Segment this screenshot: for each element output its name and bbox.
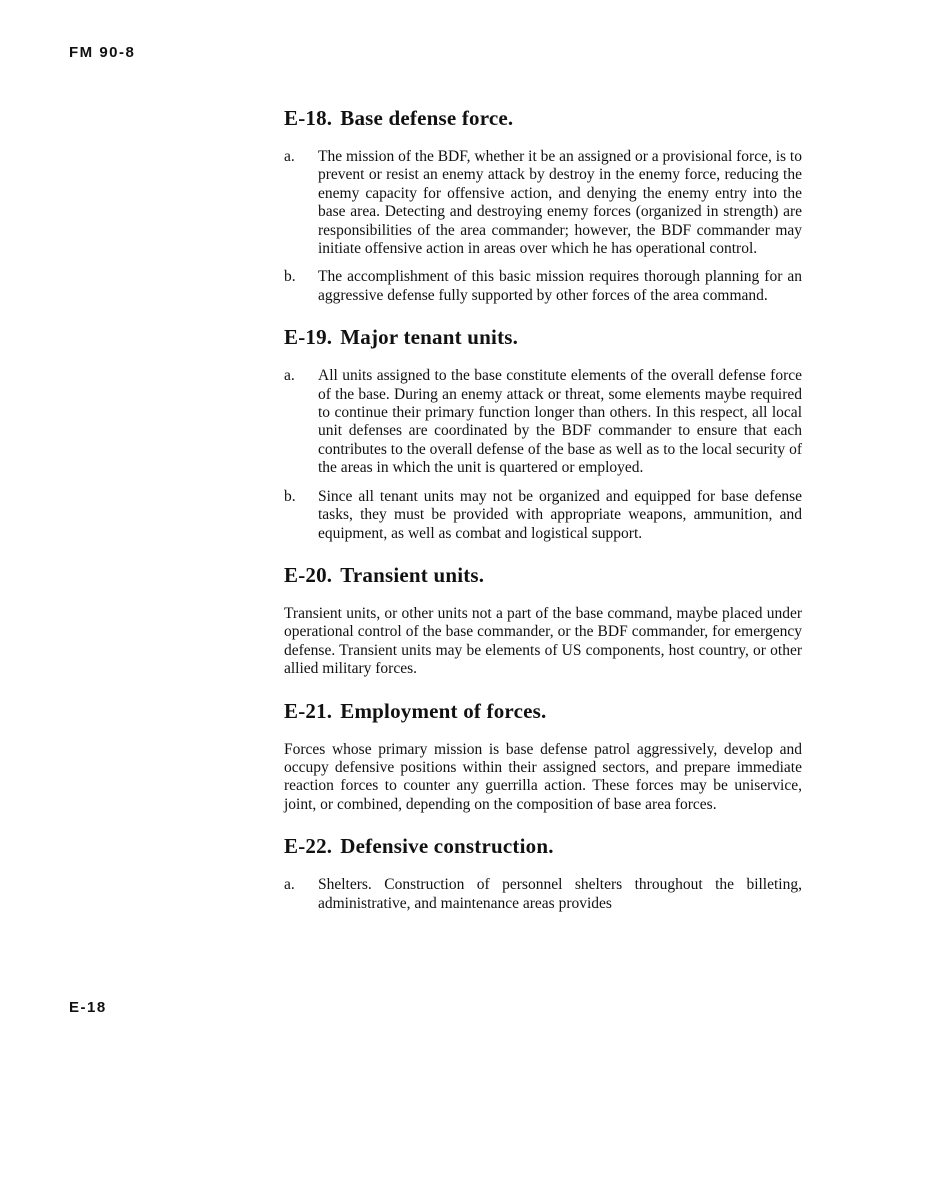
section-e20	[284, 561, 802, 679]
section-e19	[284, 323, 802, 543]
section-e22	[284, 832, 802, 913]
list-item	[284, 148, 802, 258]
item-letter: b.	[284, 268, 296, 286]
item-letter: a.	[284, 876, 295, 894]
running-head: FM 90-8	[69, 44, 136, 61]
section-paragraph: Transient units, or other units not a part of the base command, maybe placed under operational control of the base commander, or the BDF commander, for emergency defense. Transient units may be elements of US components, host country, or other allied military forces.	[284, 604, 802, 678]
section-title: Employment of forces.	[340, 698, 547, 723]
section-heading	[284, 323, 802, 351]
item-letter: a.	[284, 367, 295, 385]
list-item	[284, 876, 802, 913]
section-paragraph: Forces whose primary mission is base defense patrol aggressively, develop and occupy defensive positions within their assigned sectors, and prepare immediate reaction forces to counter any guerrilla action. These forces may be uniservice, joint, or combined, depending on the composition of base area forces.	[284, 740, 802, 813]
section-e21	[284, 697, 802, 815]
item-text: Since all tenant units may not be organized and equipped for base defense tasks, they must be provided with appropriate weapons, ammunition, and equipment, as well as combat and logistical support.	[318, 487, 802, 542]
section-number: E-20.	[284, 562, 333, 587]
list-item	[284, 488, 802, 543]
section-title: Base defense force.	[340, 106, 514, 130]
item-letter: b.	[284, 487, 296, 505]
item-text: Shelters. Construction of personnel shelters throughout the billeting, administrative, and maintenance areas provides	[318, 876, 802, 912]
item-letter: a.	[284, 148, 295, 165]
section-number: E-22.	[284, 834, 333, 859]
section-title: Major tenant units.	[340, 325, 519, 350]
page-content	[284, 104, 802, 923]
section-number: E-19.	[284, 325, 333, 350]
section-heading	[284, 104, 802, 132]
list-item	[284, 367, 802, 477]
page-number: E-18	[69, 999, 107, 1016]
item-text: The accomplishment of this basic mission requires thorough planning for an aggressive defense fully supported by other forces of the area command.	[318, 268, 802, 304]
item-text: The mission of the BDF, whether it be an assigned or a provisional force, is to prevent or resist an enemy attack by destroy in the enemy force, reducing the enemy capacity for offensive action, and denying the enemy entry into the base area. Detecting and destroying enemy forces (organized in strength) are responsibilities of the area commander; however, the BDF commander may initiate offensive action in areas over which he has operational control.	[318, 148, 802, 258]
section-title: Transient units.	[340, 562, 485, 587]
section-heading	[284, 832, 802, 860]
section-number: E-18.	[284, 106, 333, 130]
section-heading	[284, 697, 802, 725]
section-e18	[284, 104, 802, 305]
section-heading	[284, 561, 802, 589]
item-text: All units assigned to the base constitute elements of the overall defense force of the base. During an enemy attack or threat, some elements maybe required to continue their primary function longer than others. In this respect, all local unit defenses are coordinated by the BDF commander to ensure that each contributes to the overall defense of the base as well as to the local security of the areas in which the unit is quartered or employed.	[318, 367, 802, 477]
list-item	[284, 268, 802, 305]
section-number: E-21.	[284, 698, 333, 723]
section-title: Defensive construction.	[340, 834, 554, 859]
